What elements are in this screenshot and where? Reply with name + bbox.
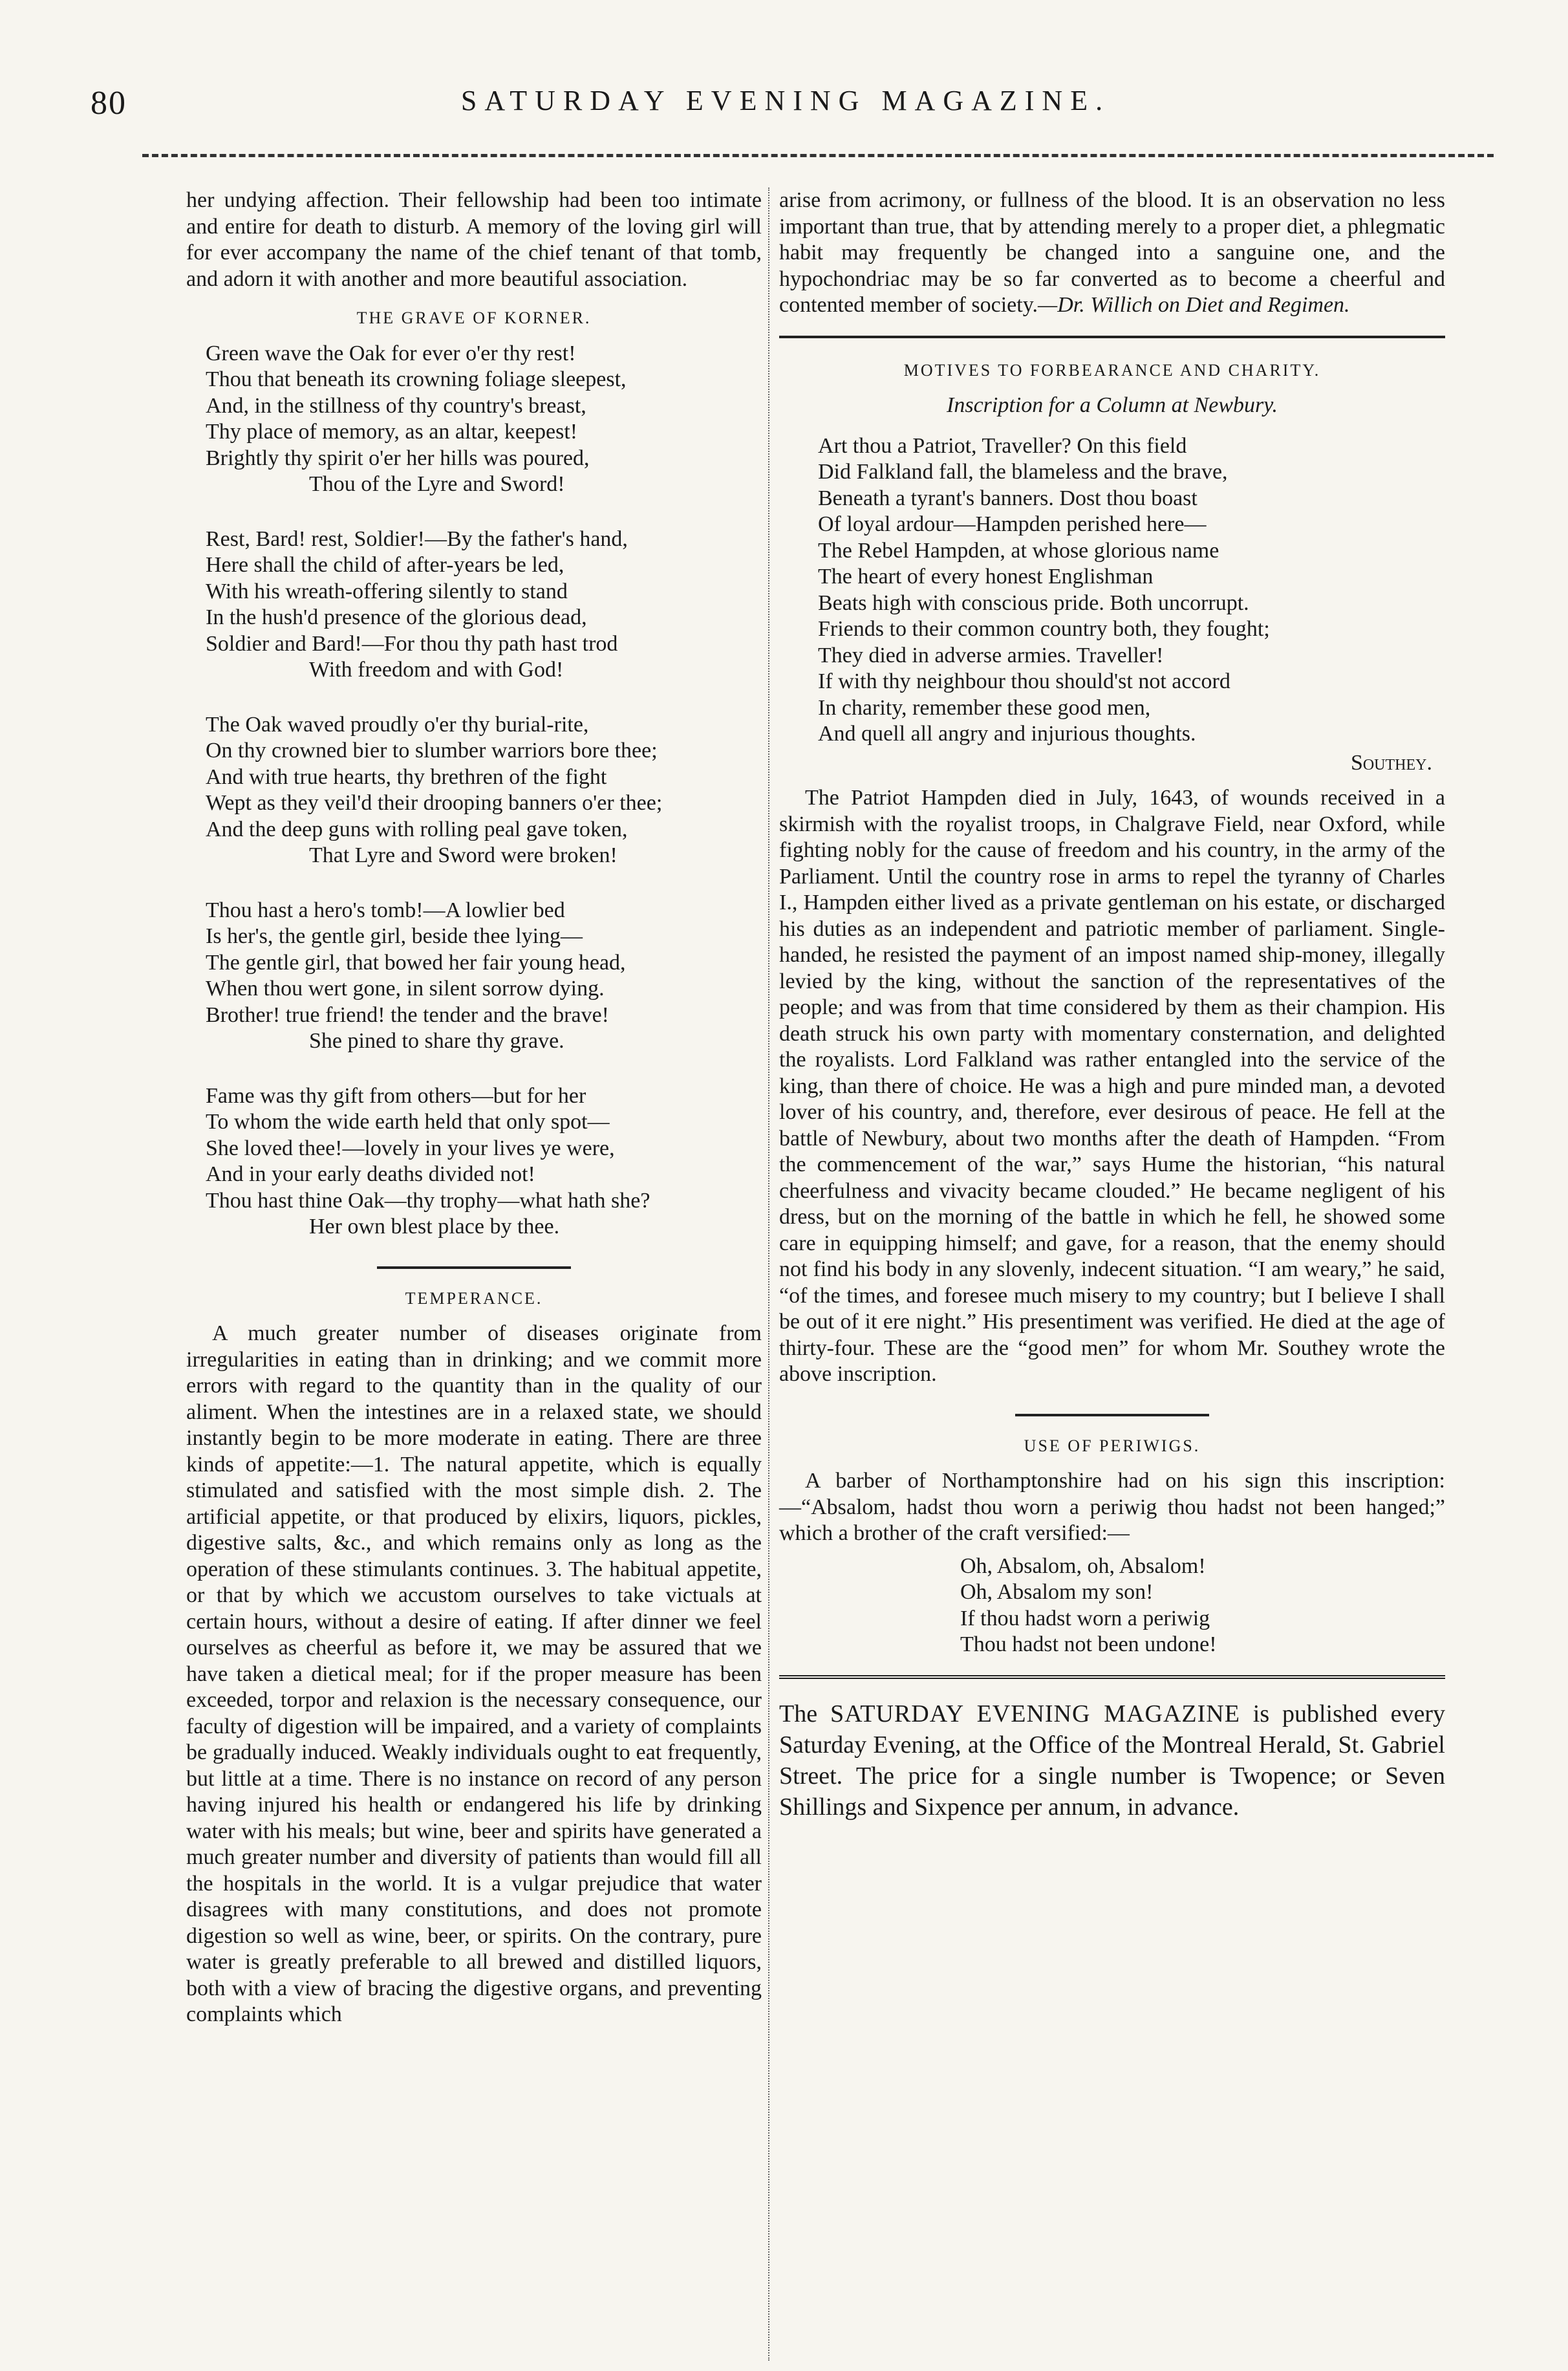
poem-stanza [206,712,762,869]
continuation-attribution: —Dr. Willich on Diet and Regimen. [1037,293,1350,317]
inscription-line: If with thy neighbour thou should'st not accord [818,669,1230,693]
poem-stanza [206,341,762,498]
poem-line: She pined to share thy grave. [309,1029,564,1053]
continuation-text: arise from acrimony, or fullness of the blood. It is an observation no less important than true, that by attending merely to a proper diet, a phlegmatic habit may frequently be changed into a sanguine one, and the hypochondriac may be so far converted as to become a cheerful and contented member of society. [779,188,1445,317]
running-title: SATURDAY EVENING MAGAZINE. [460,85,1111,116]
verse-line: Oh, Absalom my son! [960,1580,1154,1604]
header-rule [142,154,1494,157]
inscription-line: And quell all angry and injurious thoughts. [818,722,1196,746]
poem-stanza [206,1083,762,1240]
inscription-verse [818,433,1445,748]
inscription-line: They died in adverse armies. Traveller! [818,643,1164,667]
inscription-line: The Rebel Hampden, at whose glorious name [818,538,1219,563]
poem-line: With his wreath-offering silently to stand [206,579,568,603]
poem-line: The gentle girl, that bowed her fair young head, [206,950,626,975]
poem-line: Green wave the Oak for ever o'er thy rest! [206,341,576,365]
poem-line: Is her's, the gentle girl, beside thee lying— [206,924,583,948]
poem-line: And the deep guns with rolling peal gave token, [206,817,628,841]
poem-line: When thou wert gone, in silent sorrow dying. [206,977,605,1001]
section-divider [779,336,1445,338]
verse-line: Oh, Absalom, oh, Absalom! [960,1554,1206,1578]
motives-subtitle: Inscription for a Column at Newbury. [947,393,1278,417]
temperance-title: TEMPERANCE. [405,1288,543,1308]
poem-title: THE GRAVE OF KORNER. [356,309,592,327]
section-divider [1015,1414,1209,1416]
poem-line: Wept as they veil'd their drooping banners o'er thee; [206,791,663,815]
left-column [186,188,762,2028]
poem-line: That Lyre and Sword were broken! [309,843,618,867]
notice-magazine-name: SATURDAY EVENING MAGAZINE [830,1700,1240,1727]
verse-line: If thou hadst worn a periwig [960,1606,1210,1630]
poem-line: Thou that beneath its crowning foliage sleepest, [206,367,627,391]
poem-line: Thou of the Lyre and Sword! [309,472,565,496]
poem-line: Here shall the child of after-years be led, [206,553,564,577]
inscription-line: Friends to their common country both, they fought; [818,617,1270,641]
inscription-line: Did Falkland fall, the blameless and the brave, [818,460,1228,484]
periwigs-body: A barber of Northamptonshire had on his sign this inscription:—“Absalom, hadst thou worn a periwig thou hadst not been hanged;” which a brother of the craft versified:— [779,1469,1445,1545]
poem-line: In the hush'd presence of the glorious dead, [206,605,587,629]
right-column [779,188,1445,1823]
inscription-line: In charity, remember these good men, [818,695,1151,720]
notice-lead: The [779,1700,830,1727]
poem-line: Her own blest place by thee. [309,1215,560,1239]
page-number: 80 [91,85,127,122]
notice-details: is published every Saturday Evening, at the Office of the Montreal Herald, St. Gabriel Street. The price for a single number is Twopence; or Seven Shillings and Sixpence per annum, in advance. [779,1700,1446,1821]
section-divider [377,1266,571,1269]
periwig-verse [960,1554,1445,1658]
inscription-line: Beats high with conscious pride. Both uncorrupt. [818,590,1249,615]
poem-line: Thou hast a hero's tomb!—A lowlier bed [206,898,565,922]
poem-line: Thy place of memory, as an altar, keepest! [206,420,578,444]
poem-line: The Oak waved proudly o'er thy burial-rite, [206,712,589,737]
column-divider [768,188,769,2361]
poem-line: And with true hearts, thy brethren of the fight [206,764,607,789]
inscription-line: Art thou a Patriot, Traveller? On this field [818,433,1187,458]
poem-line: With freedom and with God! [309,658,564,682]
section-divider [779,1675,1445,1679]
inscription-line: Of loyal ardour—Hampden perished here— [818,512,1207,536]
poem-line: On thy crowned bier to slumber warriors bore thee; [206,739,658,763]
inscription-line: Beneath a tyrant's banners. Dost thou boast [818,486,1197,510]
page-header [91,84,1481,136]
poem-stanza [206,526,762,684]
poem-stanza [206,898,762,1055]
poem-line: To whom the wide earth held that only spot— [206,1110,610,1134]
motives-title: MOTIVES TO FORBEARANCE AND CHARITY. [903,360,1321,380]
poem-line: Soldier and Bard!—For thou thy path hast trod [206,631,618,656]
hampden-body: The Patriot Hampden died in July, 1643, of wounds received in a skirmish with the royalist troops, in Chalgrave Field, near Oxford, while fighting nobly for the cause of freedom and his country, in the army of the Parliament. Until the country rose in arms to repel the tyranny of Charles I., Hampden either lived as a private gentleman on his estate, or discharged his duties as an independent and patriotic member of parliament. Single-handed, he resisted the payment of an impost named ship-money, illegally levied by the king, without the sanction of the representatives of the people; and was from that time considered by them as their champion. His death struck his own party with momentary consternation, and delighted the royalists. Lord Falkland was rather entangled into the service of the king, than there of choice. He was a high and pure minded man, a devoted lover of his country, and, therefore, ever desirous of peace. He fell at the battle of Newbury, about two months after the death of Hampden. “From the commencement of the war,” says Hume the historian, “his natural cheerfulness and vivacity became clouded.” He became negligent of his dress, but on the morning of the battle in which he fell, he showed some care in equipping himself; and gave, for a reason, that the enemy should not find his body in any slovenly, indecent situation. “I am weary,” he said, “of the times, and foresee much misery to my country; but I believe I shall be out of it ere night.” His presentiment was verified. He died at the age of thirty-four. These are the “good men” for whom Mr. Southey wrote the above inscription. [779,786,1445,1386]
poem-line: She loved thee!—lovely in your lives ye were, [206,1136,615,1160]
periwigs-title: USE OF PERIWIGS. [1024,1436,1201,1455]
poem-line: And in your early deaths divided not! [206,1162,535,1186]
poem-line: Thou hast thine Oak—thy trophy—what hath she? [206,1188,650,1213]
poem-grave-of-korner [206,341,762,1240]
inscription-signature: Southey. [1350,750,1432,775]
verse-line: Thou hadst not been undone! [960,1632,1217,1656]
inscription-line: The heart of every honest Englishman [818,565,1154,589]
poem-line: Fame was thy gift from others—but for her [206,1083,586,1108]
poem-line: Brightly thy spirit o'er her hills was poured, [206,446,590,470]
poem-line: Rest, Bard! rest, Soldier!—By the father's hand, [206,526,628,551]
temperance-continuation [779,188,1445,319]
publication-notice [779,1698,1445,1823]
poem-line: Brother! true friend! the tender and the brave! [206,1002,609,1027]
korner-intro: her undying affection. Their fellowship had been too intimate and entire for death to disturb. A memory of the loving girl will for ever accompany the name of the chief tenant of that tomb, and adorn it with another and more beautiful association. [186,188,762,291]
temperance-body: A much greater number of diseases originate from irregularities in eating than in drinking; and we commit more errors with regard to the quantity than in the quality of our aliment. When the intestines are in a relaxed state, we should instantly begin to be more moderate in eating. There are three kinds of appetite:—1. The natural appetite, which is equally stimulated and satisfied with the most simple dish. 2. The artificial appetite, or that produced by elixirs, liquors, pickles, digestive salts, &c., and which remains only as long as the operation of these stimulants continues. 3. The habitual appetite, or that by which we accustom ourselves to take victuals at certain hours, without a desire of eating. If after dinner we feel ourselves as cheerful as before it, we may be assured that we have taken a dietical meal; for if the proper measure has been exceeded, torpor and relaxion is the necessary consequence, our faculty of digestion will be impaired, and a variety of complaints be gradually induced. Weakly individuals ought to eat frequently, but little at a time. There is no instance on record of any person having injured his health or endangered his life by drinking water with his meals; but wine, beer and spirits have generated a much greater number and diversity of patients than would fill all the hospitals in the world. It is a vulgar prejudice that water disagrees with many constitutions, and does not promote digestion so well as wine, beer, or spirits. On the contrary, pure water is greatly preferable to all brewed and distilled liquors, both with a view of bracing the digestive organs, and preventing complaints which [186,1321,762,2026]
poem-line: And, in the stillness of thy country's breast, [206,393,586,418]
